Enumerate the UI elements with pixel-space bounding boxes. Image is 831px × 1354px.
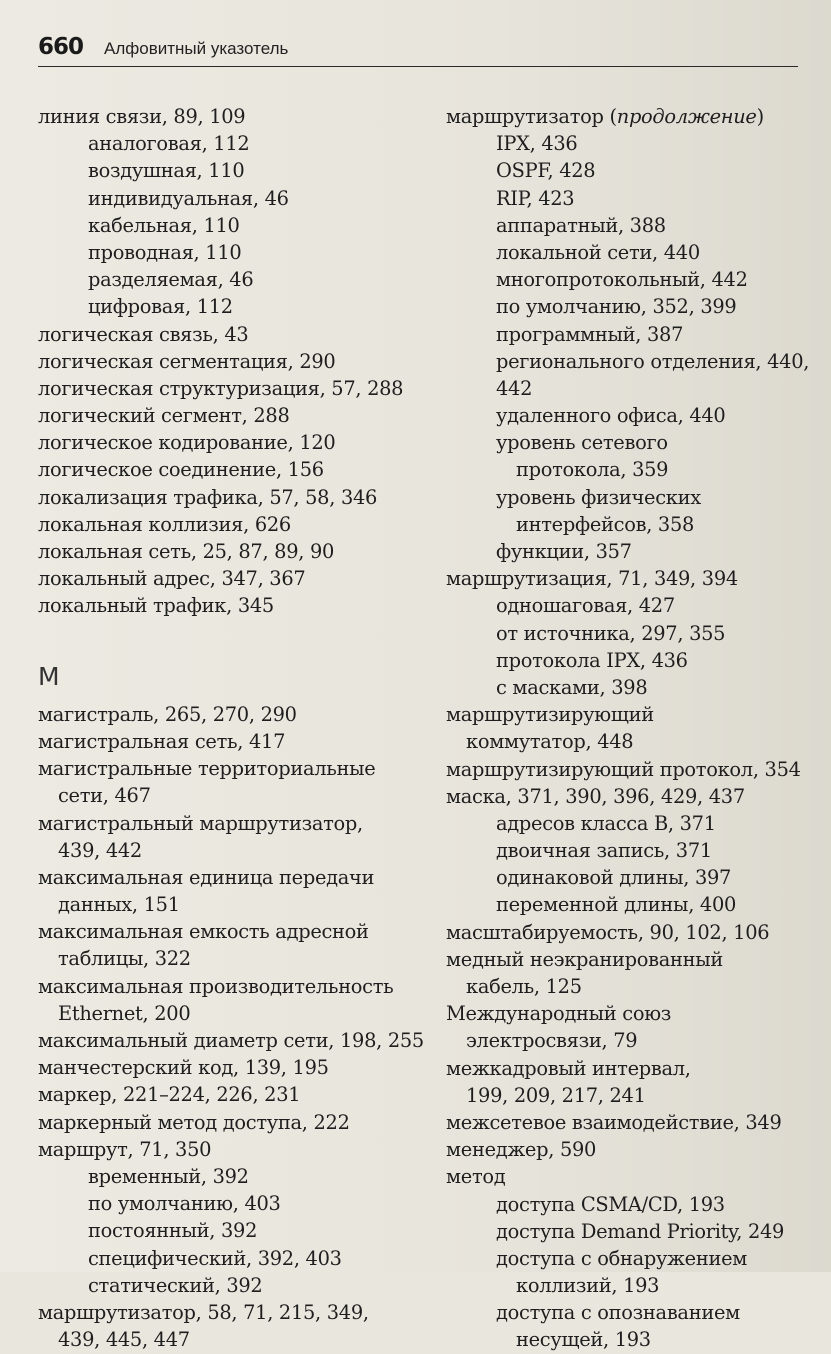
index-subentry: доступа Demand Priority, 249 [496,1219,785,1243]
index-subentry: таблицы, 322 [58,947,191,971]
index-entry: маркер, 221–224, 226, 231 [38,1083,301,1107]
index-entry: логическое кодирование, 120 [38,431,336,455]
index-subentry: уровень физических [496,485,701,509]
spacer [38,620,418,647]
index-entry: логическое соединение, 156 [38,458,324,482]
index-subentry: цифровая, 112 [88,295,233,319]
index-subentry: программный, 387 [496,322,684,346]
index-entry: локальный адрес, 347, 367 [38,567,306,591]
section-letter: М [38,661,60,691]
index-subentry: 199, 209, 217, 241 [466,1083,646,1107]
index-entry: маркерный метод доступа, 222 [38,1110,350,1134]
index-subentry: 442 [496,376,533,400]
index-subentry: IPX, 436 [496,132,578,156]
entry-text: маршрутизатор ( [446,105,617,128]
index-subentry: регионального отделения, 440, [496,349,810,373]
index-subentry: данных, 151 [58,893,180,917]
index-entry: максимальная емкость адресной [38,920,369,944]
index-entry: линия связи, 89, 109 [38,105,246,128]
index-subentry: одинаковой длины, 397 [496,866,732,890]
index-entry: максимальная производительность [38,974,394,998]
index-subentry: статический, 392 [88,1273,263,1297]
index-entry [446,103,826,130]
index-entry: логическая сегментация, 290 [38,349,336,373]
index-entry: максимальная единица передачи [38,865,375,889]
index-entry: маршрутизация, 71, 349, 394 [446,567,738,591]
index-subentry: временный, 392 [88,1164,249,1188]
header-rule [38,66,798,67]
index-entry: магистральная сеть, 417 [38,729,286,753]
entry-text: ) [756,105,764,128]
index-subentry: проводная, 110 [88,240,242,264]
index-subentry: удаленного офиса, 440 [496,404,726,428]
index-subentry: 439, 442 [58,838,142,862]
index-entry: метод [446,1165,506,1189]
index-subentry: двоичная запись, 371 [496,839,712,863]
index-subentry: функции, 357 [496,540,632,563]
index-entry: логическая структуризация, 57, 288 [38,376,404,400]
index-subentry: аппаратный, 388 [496,213,666,237]
index-subentry: доступа CSMA/CD, 193 [496,1192,725,1216]
index-subentry: с масками, 398 [496,675,648,699]
index-entry: Международный союз [446,1002,672,1026]
index-subentry: коллизий, 193 [516,1274,660,1298]
index-entry: логический сегмент, 288 [38,404,290,428]
page-header [38,30,798,66]
index-entry: маска, 371, 390, 396, 429, 437 [446,784,745,808]
index-column-left [38,103,424,1353]
index-entry: маршрут, 71, 350 [38,1137,212,1161]
index-subentry: кабель, 125 [466,975,582,998]
index-subentry: кабельная, 110 [88,213,240,237]
index-entry: манчестерский код, 139, 195 [38,1056,329,1080]
index-entry: маршрутизирующий протокол, 354 [446,757,801,781]
index-column-right [446,103,826,1354]
index-subentry: интерфейсов, 358 [516,512,695,536]
index-entry: межсетевое взаимодействие, 349 [446,1110,782,1134]
index-subentry: сети, 467 [58,784,151,808]
index-subentry: индивидуальная, 46 [88,186,289,210]
index-subentry: локальной сети, 440 [496,240,700,264]
index-entry: межкадровый интервал, [446,1056,691,1080]
index-subentry: протокола IPX, 436 [496,648,688,672]
index-subentry: постоянный, 392 [88,1219,258,1243]
index-subentry: протокола, 359 [516,458,669,482]
index-entry: маршрутизатор, 58, 71, 215, 349, [38,1300,369,1324]
index-subentry: разделяемая, 46 [88,268,254,292]
index-subentry: RIP, 423 [496,186,575,210]
index-subentry: коммутатор, 448 [466,730,634,754]
index-entry: локализация трафика, 57, 58, 346 [38,485,378,509]
index-entry: локальная сеть, 25, 87, 89, 90 [38,540,335,563]
index-subentry: воздушная, 110 [88,159,245,183]
index-subentry: специфический, 392, 403 [88,1246,342,1270]
index-entry: масштабируемость, 90, 102, 106 [446,920,770,944]
index-subentry: адресов класса В, 371 [496,811,716,835]
index-subentry: одношаговая, 427 [496,594,675,618]
index-entry: логическая связь, 43 [38,322,249,346]
index-subentry: по умолчанию, 352, 399 [496,295,737,319]
index-subentry: по умолчанию, 403 [88,1192,281,1216]
index-entry: медный неэкранированный [446,947,724,971]
index-subentry: электросвязи, 79 [466,1029,638,1053]
index-subentry: несущей, 193 [516,1328,651,1352]
index-subentry: уровень сетевого [496,431,668,455]
index-subentry: OSPF, 428 [496,159,596,183]
entry-italic: продолжение [616,105,757,128]
index-entry: максимальный диаметр сети, 198, 255 [38,1029,424,1052]
running-title: Алфовитный указотель [104,39,289,58]
index-entry: маршрутизирующий [446,703,654,727]
index-entry: магистральный маршрутизатор, [38,811,363,835]
index-entry: локальная коллизия, 626 [38,512,291,536]
index-subentry: доступа с обнаружением [496,1246,748,1270]
index-entry: локальный трафик, 345 [38,594,274,618]
index-subentry: многопротокольный, 442 [496,268,748,292]
index-subentry: доступа с опознаванием [496,1301,740,1325]
index-entry: магистральные территориальные [38,757,376,781]
index-subentry: Ethernet, 200 [58,1001,191,1025]
page-number: 660 [38,34,84,60]
index-subentry: переменной длины, 400 [496,893,737,917]
index-subentry: от источника, 297, 355 [496,621,726,645]
index-subentry: аналоговая, 112 [88,132,250,156]
index-entry: магистраль, 265, 270, 290 [38,702,297,726]
index-entry: менеджер, 590 [446,1138,597,1162]
index-subentry: 439, 445, 447 [58,1328,190,1352]
